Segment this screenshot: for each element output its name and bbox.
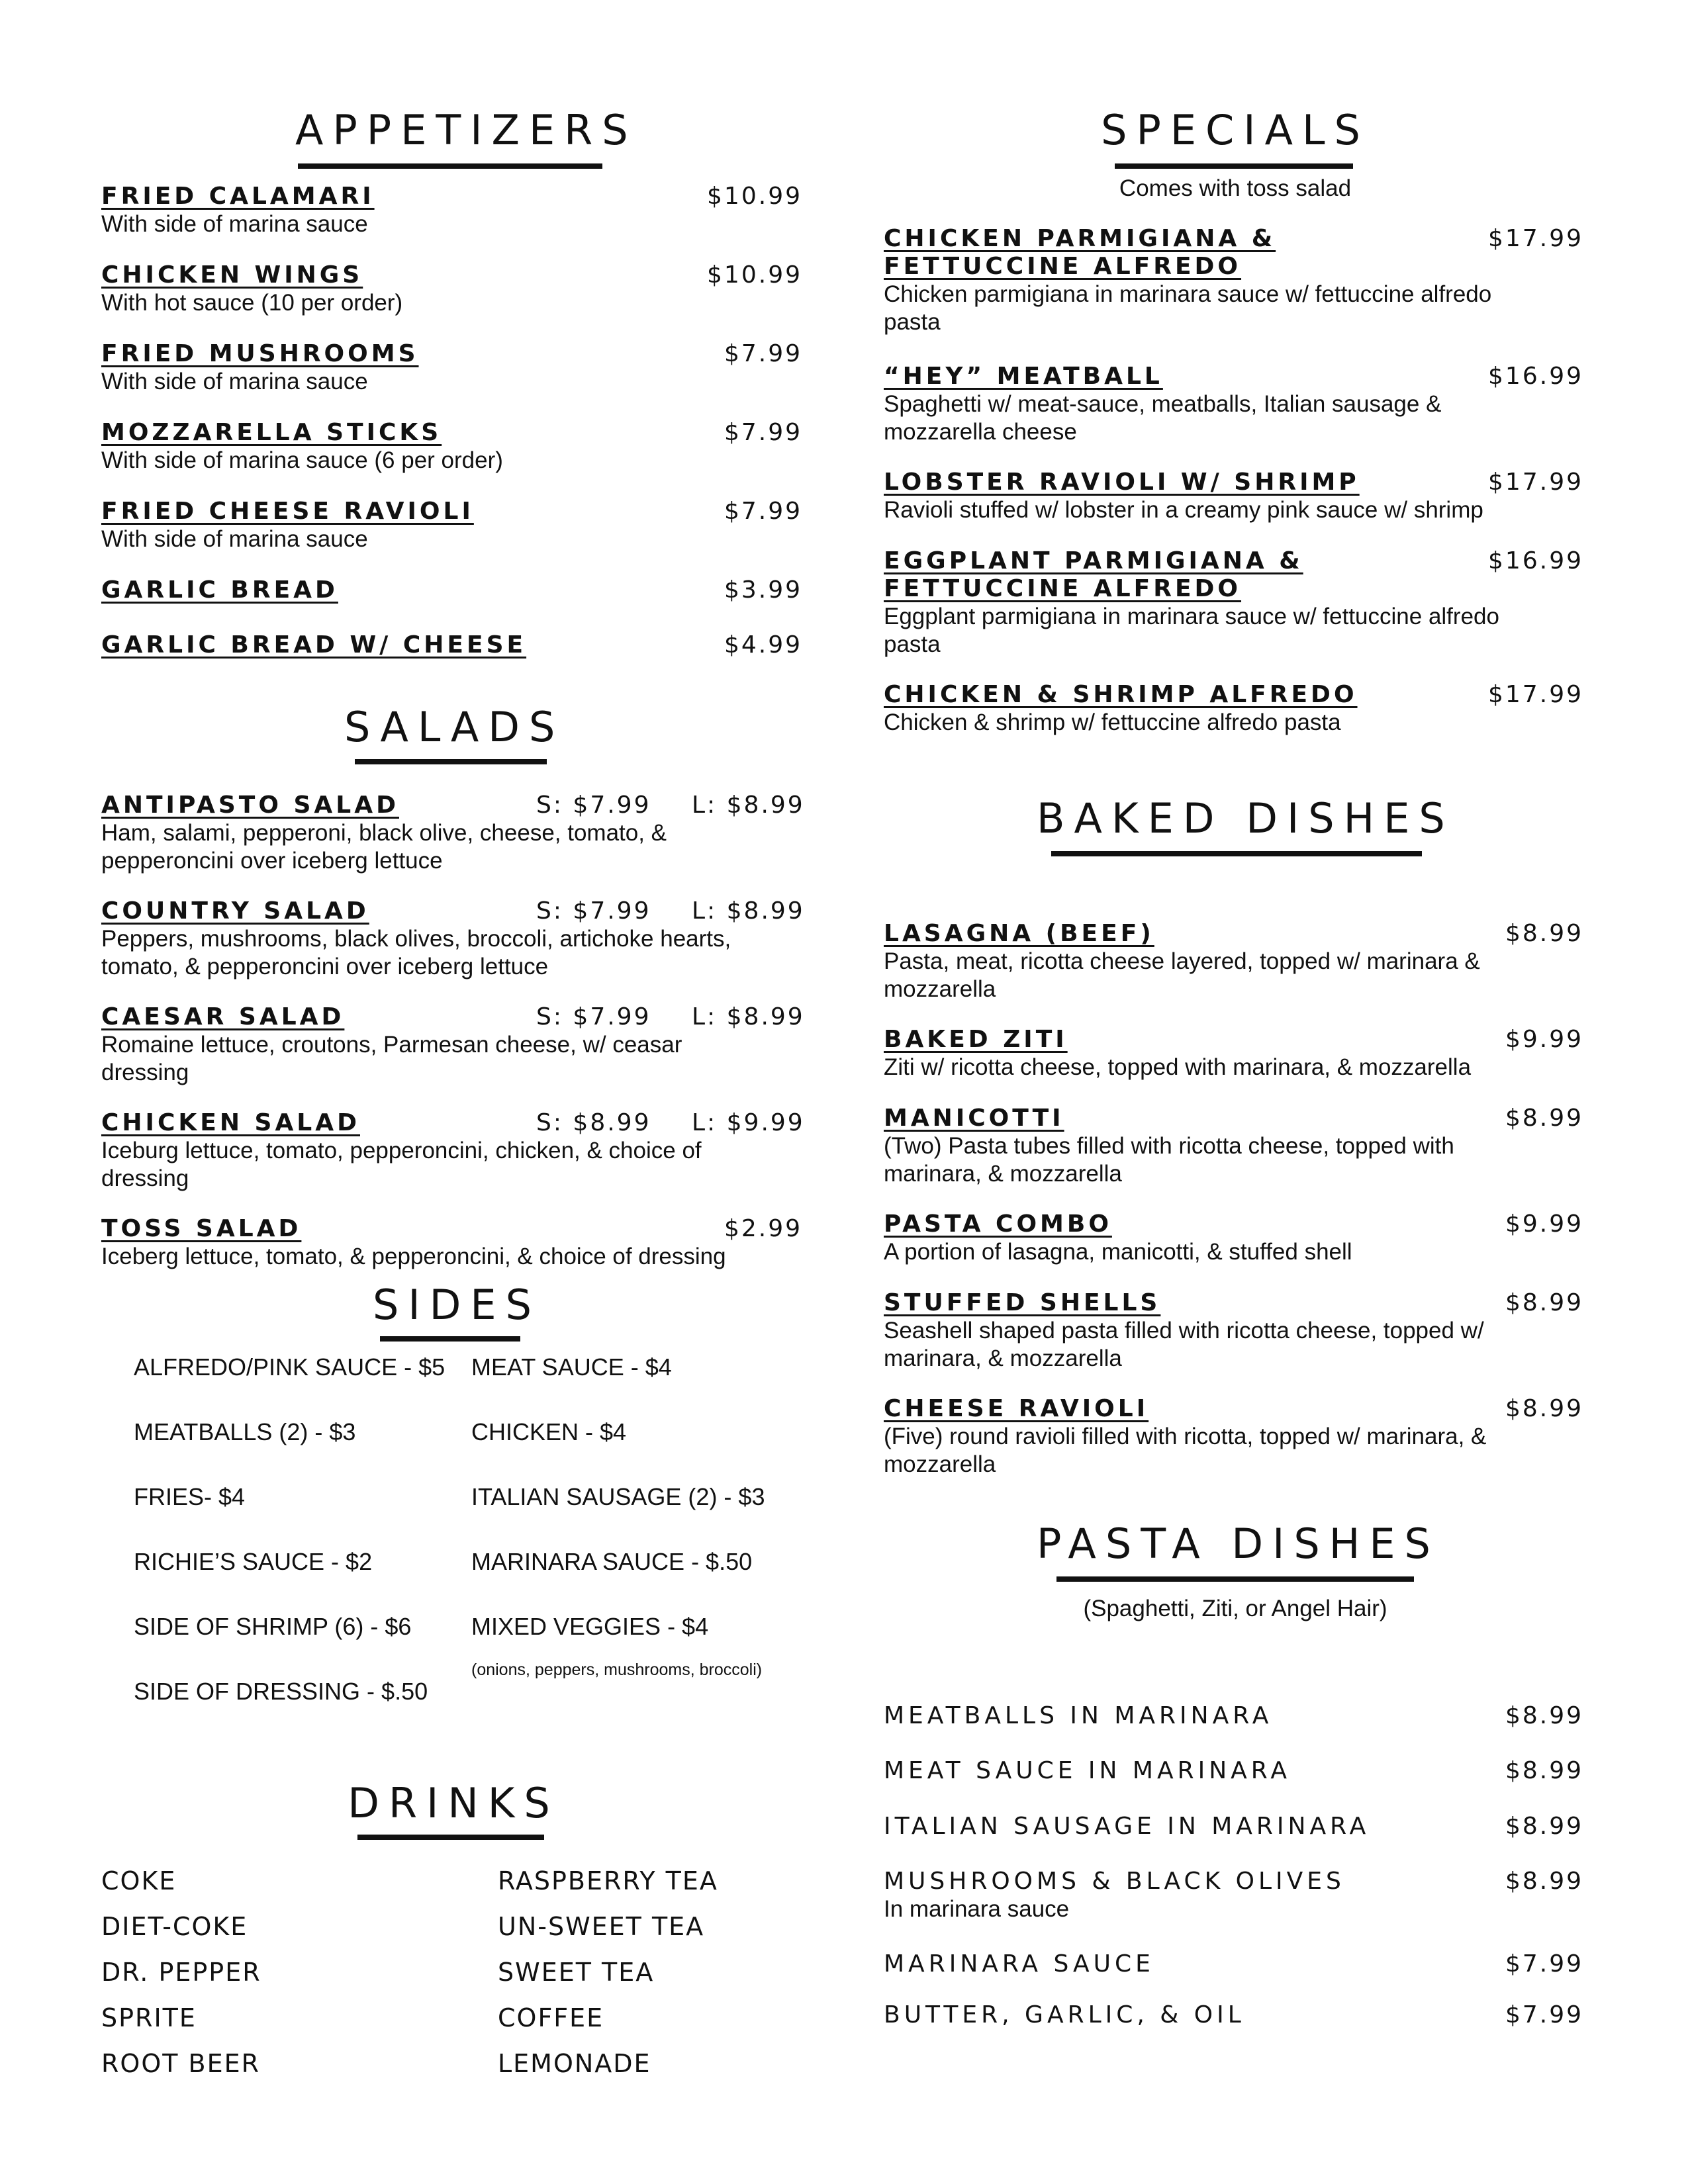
item-name: GARLIC BREAD W/ CHEESE bbox=[101, 631, 527, 659]
item-name: “HEY” MEATBALL bbox=[884, 363, 1163, 390]
drink-item: COKE bbox=[101, 1866, 177, 1895]
drink-item: LEMONADE bbox=[498, 2049, 651, 2078]
item-description: Chicken & shrimp w/ fettuccine alfredo pasta bbox=[884, 709, 1341, 735]
item-description: With side of marina sauce bbox=[101, 211, 368, 237]
item-price: $8.99 bbox=[1505, 1395, 1583, 1422]
drinks-title: DRINKS bbox=[348, 1779, 559, 1827]
item-price: $8.99 bbox=[1505, 920, 1583, 947]
item-name: CHICKEN PARMIGIANA & FETTUCCINE ALFREDO bbox=[884, 225, 1276, 280]
item-description: Iceburg lettuce, tomato, pepperoncini, chicken, & choice of dressing bbox=[101, 1138, 702, 1191]
item-name: CHEESE RAVIOLI bbox=[884, 1395, 1149, 1422]
drinks-title-rule bbox=[357, 1835, 544, 1840]
appetizers-title-rule bbox=[298, 163, 602, 169]
baked-dishes-title: BAKED DISHES bbox=[1037, 794, 1454, 842]
large-price: L: $8.99 bbox=[692, 792, 805, 819]
side-item: MIXED VEGGIES - $4 bbox=[471, 1613, 709, 1640]
item-description: Eggplant parmigiana in marinara sauce w/ fettuccine alfredo pasta bbox=[884, 604, 1499, 657]
item-name: MANICOTTI bbox=[884, 1105, 1064, 1132]
item-name: LOBSTER RAVIOLI W/ SHRIMP bbox=[884, 469, 1360, 496]
item-price: $8.99 bbox=[1505, 1289, 1583, 1316]
item-name: FRIED CHEESE RAVIOLI bbox=[101, 498, 474, 525]
large-price: L: $8.99 bbox=[692, 1003, 805, 1030]
item-price: $7.99 bbox=[724, 419, 802, 446]
specials-subtitle: Comes with toss salad bbox=[1119, 175, 1352, 201]
drink-item: DIET-COKE bbox=[101, 1912, 248, 1941]
item-name: MEATBALLS IN MARINARA bbox=[884, 1702, 1273, 1729]
small-price: S: $8.99 bbox=[536, 1109, 651, 1136]
item-description: Seashell shaped pasta filled with ricotta cheese, topped w/ marinara, & mozzarella bbox=[884, 1318, 1484, 1371]
item-description: Pasta, meat, ricotta cheese layered, topped w/ marinara & mozzarella bbox=[884, 948, 1480, 1002]
item-name: STUFFED SHELLS bbox=[884, 1289, 1161, 1316]
item-name: CHICKEN SALAD bbox=[101, 1109, 360, 1136]
item-description: (Five) round ravioli filled with ricotta, topped w/ marinara, & mozzarella bbox=[884, 1424, 1487, 1477]
item-price: $9.99 bbox=[1505, 1026, 1583, 1053]
side-item: ALFREDO/PINK SAUCE - $5 bbox=[134, 1353, 445, 1381]
item-description: With hot sauce (10 per order) bbox=[101, 290, 403, 316]
small-price: S: $7.99 bbox=[536, 792, 651, 819]
sides-title: SIDES bbox=[373, 1281, 541, 1329]
item-name: ANTIPASTO SALAD bbox=[101, 792, 399, 819]
item-price: $7.99 bbox=[724, 340, 802, 367]
side-item: MEAT SAUCE - $4 bbox=[471, 1353, 672, 1381]
side-item: MARINARA SAUCE - $.50 bbox=[471, 1548, 753, 1575]
drink-item: COFFEE bbox=[498, 2003, 604, 2032]
item-name: PASTA COMBO bbox=[884, 1210, 1112, 1238]
drink-item: UN-SWEET TEA bbox=[498, 1912, 705, 1941]
veggies-note: (onions, peppers, mushrooms, broccoli) bbox=[471, 1661, 763, 1679]
baked-dishes-title-rule bbox=[1051, 851, 1422, 856]
side-item: SIDE OF DRESSING - $.50 bbox=[134, 1678, 428, 1705]
item-price: $3.99 bbox=[724, 576, 802, 604]
item-name: CHICKEN WINGS bbox=[101, 261, 363, 289]
item-name: BUTTER, GARLIC, & OIL bbox=[884, 2001, 1245, 2028]
drink-item: RASPBERRY TEA bbox=[498, 1866, 718, 1895]
item-description: Ham, salami, pepperoni, black olive, cheese, tomato, & pepperoncini over iceberg lettuce bbox=[101, 820, 667, 874]
item-name: MEAT SAUCE IN MARINARA bbox=[884, 1757, 1291, 1784]
item-description: Spaghetti w/ meat-sauce, meatballs, Italian sausage & mozzarella cheese bbox=[884, 391, 1442, 445]
item-price: $8.99 bbox=[1505, 1868, 1583, 1895]
item-price: $7.99 bbox=[1505, 2001, 1583, 2028]
item-name: COUNTRY SALAD bbox=[101, 897, 369, 925]
item-name: FRIED MUSHROOMS bbox=[101, 340, 419, 367]
side-item: ITALIAN SAUSAGE (2) - $3 bbox=[471, 1483, 765, 1510]
small-price: S: $7.99 bbox=[536, 1003, 651, 1030]
drink-item: SWEET TEA bbox=[498, 1958, 655, 1987]
item-description: Romaine lettuce, croutons, Parmesan cheese, w/ ceasar dressing bbox=[101, 1032, 682, 1085]
item-name: EGGPLANT PARMIGIANA & FETTUCCINE ALFREDO bbox=[884, 547, 1303, 602]
item-description: With side of marina sauce bbox=[101, 526, 368, 552]
item-description: With side of marina sauce (6 per order) bbox=[101, 447, 503, 473]
item-price: $8.99 bbox=[1505, 1757, 1583, 1784]
item-name: TOSS SALAD bbox=[101, 1215, 302, 1242]
drink-item: DR. PEPPER bbox=[101, 1958, 261, 1987]
item-price: $17.99 bbox=[1488, 469, 1583, 496]
item-price: $2.99 bbox=[724, 1215, 802, 1242]
item-price: $17.99 bbox=[1488, 225, 1583, 252]
item-name: BAKED ZITI bbox=[884, 1026, 1068, 1053]
item-name: MOZZARELLA STICKS bbox=[101, 419, 442, 446]
item-price: $16.99 bbox=[1488, 363, 1583, 390]
drink-item: SPRITE bbox=[101, 2003, 197, 2032]
item-name: CAESAR SALAD bbox=[101, 1003, 345, 1030]
appetizers-title: APPETIZERS bbox=[295, 106, 637, 154]
item-price: $10.99 bbox=[707, 183, 802, 210]
pasta-dishes-subtitle: (Spaghetti, Ziti, or Angel Hair) bbox=[1083, 1596, 1387, 1621]
item-description: Ziti w/ ricotta cheese, topped with marinara, & mozzarella bbox=[884, 1054, 1472, 1080]
side-item: CHICKEN - $4 bbox=[471, 1418, 627, 1445]
item-price: $17.99 bbox=[1488, 681, 1583, 708]
pasta-dishes-title: PASTA DISHES bbox=[1037, 1520, 1440, 1568]
item-price: $8.99 bbox=[1505, 1813, 1583, 1840]
item-name: LASAGNA (BEEF) bbox=[884, 920, 1154, 947]
item-description: Peppers, mushrooms, black olives, broccoli, artichoke hearts, tomato, & pepperoncini over iceberg lettuce bbox=[101, 926, 731, 979]
pasta-dishes-title-rule bbox=[1056, 1576, 1414, 1582]
item-price: $10.99 bbox=[707, 261, 802, 289]
item-name: MUSHROOMS & BLACK OLIVES bbox=[884, 1868, 1345, 1895]
item-description: A portion of lasagna, manicotti, & stuffed shell bbox=[884, 1239, 1352, 1265]
item-price: $4.99 bbox=[724, 631, 802, 659]
salads-title: SALADS bbox=[344, 703, 565, 751]
side-item: FRIES- $4 bbox=[134, 1483, 246, 1510]
specials-title-rule bbox=[1115, 163, 1353, 169]
large-price: L: $8.99 bbox=[692, 897, 805, 925]
item-description: Iceberg lettuce, tomato, & pepperoncini, & choice of dressing bbox=[101, 1244, 726, 1269]
item-name: ITALIAN SAUSAGE IN MARINARA bbox=[884, 1813, 1370, 1840]
item-price: $16.99 bbox=[1488, 547, 1583, 574]
specials-title: SPECIALS bbox=[1101, 106, 1370, 154]
item-description: Ravioli stuffed w/ lobster in a creamy pink sauce w/ shrimp bbox=[884, 497, 1483, 523]
item-description: (Two) Pasta tubes filled with ricotta cheese, topped with marinara, & mozzarella bbox=[884, 1133, 1454, 1187]
side-item: RICHIE’S SAUCE - $2 bbox=[134, 1548, 373, 1575]
item-description: Chicken parmigiana in marinara sauce w/ fettuccine alfredo pasta bbox=[884, 281, 1492, 335]
sides-title-rule bbox=[380, 1336, 520, 1342]
item-price: $8.99 bbox=[1505, 1702, 1583, 1729]
side-item: SIDE OF SHRIMP (6) - $6 bbox=[134, 1613, 412, 1640]
item-description: In marinara sauce bbox=[884, 1896, 1070, 1922]
item-price: $7.99 bbox=[1505, 1950, 1583, 1978]
item-name: MARINARA SAUCE bbox=[884, 1950, 1154, 1978]
item-price: $7.99 bbox=[724, 498, 802, 525]
item-name: FRIED CALAMARI bbox=[101, 183, 375, 210]
item-name: CHICKEN & SHRIMP ALFREDO bbox=[884, 681, 1358, 708]
salads-title-rule bbox=[355, 759, 547, 764]
item-price: $8.99 bbox=[1505, 1105, 1583, 1132]
large-price: L: $9.99 bbox=[692, 1109, 805, 1136]
item-description: With side of marina sauce bbox=[101, 369, 368, 394]
small-price: S: $7.99 bbox=[536, 897, 651, 925]
side-item: MEATBALLS (2) - $3 bbox=[134, 1418, 356, 1445]
drink-item: ROOT BEER bbox=[101, 2049, 261, 2078]
item-price: $9.99 bbox=[1505, 1210, 1583, 1238]
item-name: GARLIC BREAD bbox=[101, 576, 338, 604]
